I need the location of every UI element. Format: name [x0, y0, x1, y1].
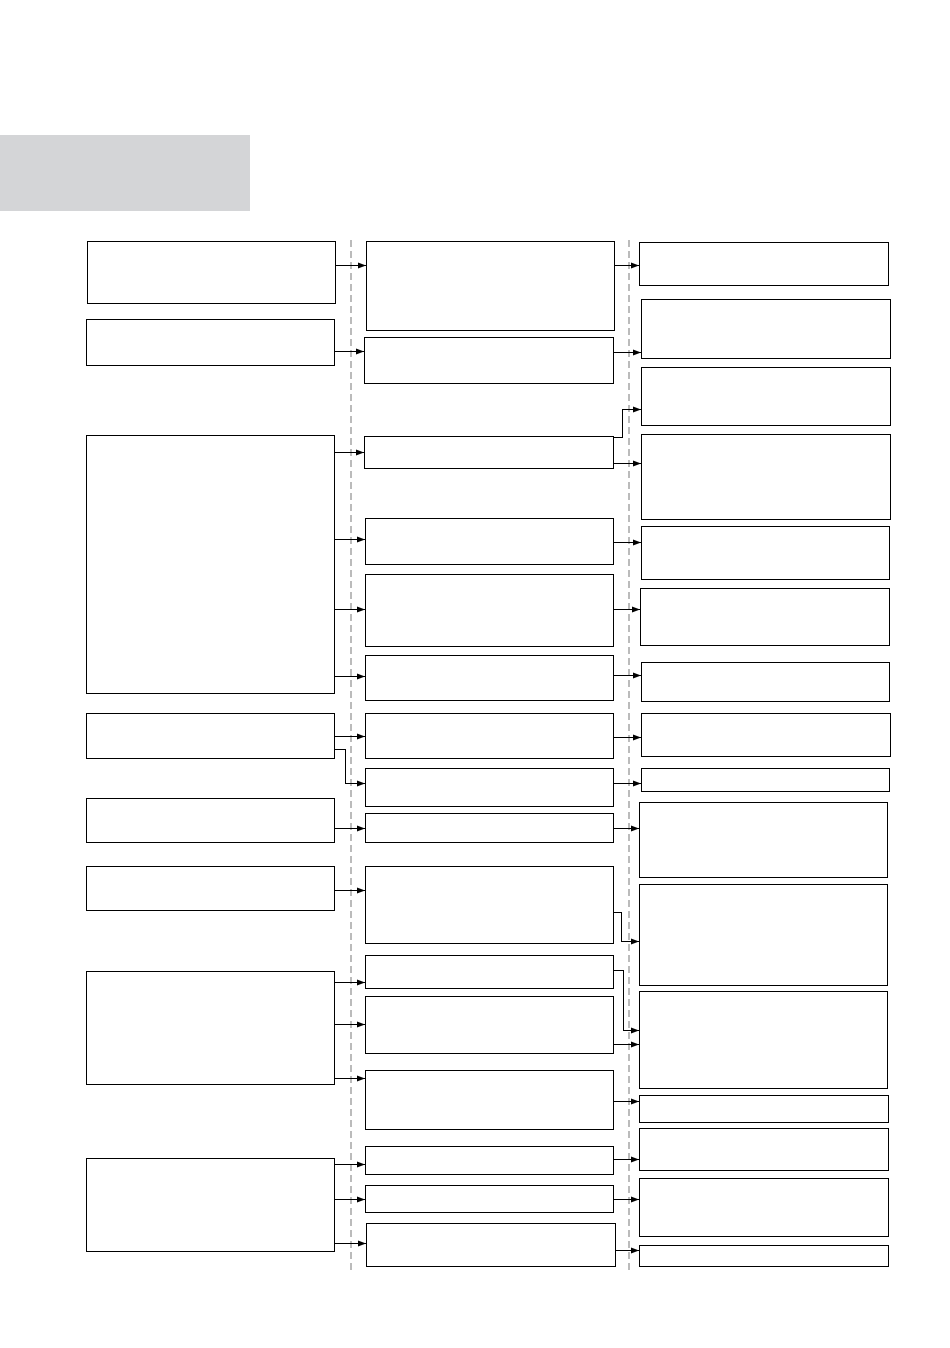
- right-box-16: [640, 1246, 889, 1267]
- middle-box-4: [366, 519, 614, 565]
- arrow-m11-r12: [614, 971, 640, 1031]
- middle-box-16: [367, 1224, 616, 1267]
- right-box-8: [642, 714, 891, 757]
- middle-column: [365, 242, 616, 1267]
- right-box-13: [640, 1096, 889, 1123]
- left-box-6: [87, 867, 335, 911]
- middle-box-1: [367, 242, 615, 331]
- right-box-9: [642, 769, 890, 792]
- right-box-14: [640, 1129, 889, 1171]
- middle-box-7: [366, 714, 614, 759]
- arrow-m3-r3: [614, 410, 642, 438]
- right-box-2: [642, 300, 891, 359]
- right-box-12: [640, 992, 888, 1089]
- middle-box-3: [365, 437, 614, 469]
- right-box-1: [640, 243, 889, 286]
- middle-box-9: [366, 814, 614, 843]
- left-box-3: [87, 436, 335, 694]
- middle-box-14: [366, 1147, 614, 1175]
- connectors-left-to-middle: [335, 266, 367, 1244]
- left-box-7: [87, 972, 335, 1085]
- left-box-8: [87, 1159, 335, 1252]
- left-box-2: [87, 320, 335, 366]
- right-box-4: [642, 435, 891, 520]
- middle-box-12: [366, 997, 614, 1054]
- right-box-6: [641, 589, 890, 646]
- right-box-11: [640, 885, 888, 986]
- middle-box-15: [366, 1186, 614, 1213]
- connectors-middle-to-right: [614, 266, 642, 1251]
- middle-box-13: [366, 1071, 614, 1130]
- arrow-m10-r11: [614, 913, 640, 942]
- right-box-5: [642, 527, 890, 580]
- left-box-4: [87, 714, 335, 759]
- left-column: [87, 242, 336, 1252]
- middle-box-2: [365, 338, 614, 384]
- middle-box-5: [366, 575, 614, 647]
- right-box-10: [640, 803, 888, 878]
- right-box-3: [642, 368, 891, 426]
- right-column: [640, 243, 891, 1267]
- middle-box-10: [366, 867, 614, 944]
- left-box-1: [88, 242, 336, 304]
- middle-box-11: [366, 956, 614, 989]
- left-box-5: [87, 799, 335, 843]
- middle-box-6: [366, 656, 614, 701]
- arrow-l4-m8: [335, 750, 366, 784]
- right-box-7: [642, 663, 890, 702]
- right-box-15: [640, 1179, 889, 1237]
- middle-box-8: [366, 769, 614, 807]
